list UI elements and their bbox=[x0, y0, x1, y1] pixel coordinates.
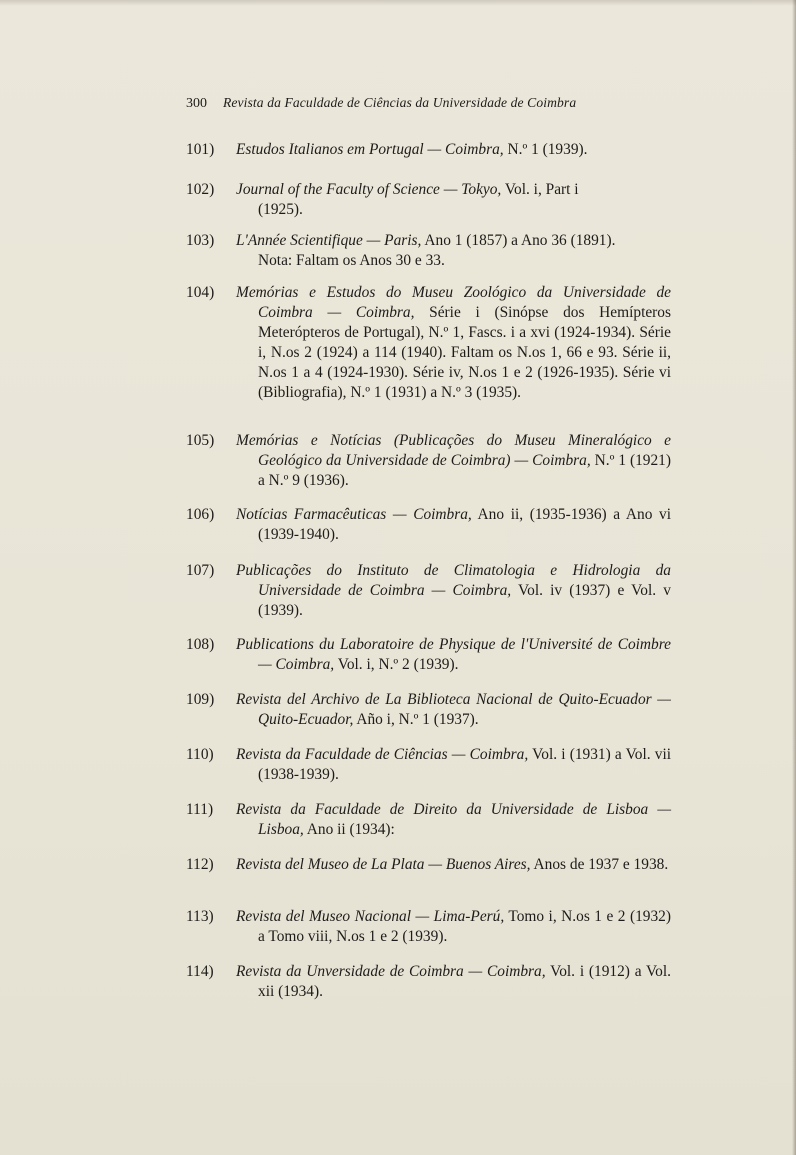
entry-number: 103) bbox=[186, 232, 215, 249]
entry-title: Publications du Laboratoire de Physique de l'Université de Coimbre — Coimbra, bbox=[236, 636, 671, 673]
entry-text bbox=[236, 283, 671, 403]
page-number: 300 bbox=[186, 96, 207, 111]
entry-text bbox=[236, 855, 671, 875]
entry-title: Estudos Italianos em Portugal — Coimbra, bbox=[236, 141, 504, 158]
entry-number: 113) bbox=[186, 908, 214, 925]
entry-text bbox=[236, 431, 671, 491]
entry-number: 114) bbox=[186, 963, 214, 980]
page-right-edge bbox=[792, 0, 796, 1155]
entry-text bbox=[236, 140, 671, 160]
entry-number: 109) bbox=[186, 691, 215, 708]
entry-title: Revista del Museo de La Plata — Buenos Aires, bbox=[236, 856, 531, 873]
entry-title: Revista da Faculdade de Direito da Universidade de Lisboa — Lisboa, bbox=[236, 801, 671, 838]
entry-detail: Vol. i, N.º 2 (1939). bbox=[334, 656, 459, 673]
entry-number: 105) bbox=[186, 432, 215, 449]
entry-number: 110) bbox=[186, 746, 214, 763]
entry-number: 111) bbox=[186, 801, 214, 818]
entry-text bbox=[236, 505, 671, 545]
entry-number: 104) bbox=[186, 284, 215, 301]
entry-detail: N.º 1 (1921) a N.º 9 (1936). bbox=[258, 452, 671, 489]
entry-title: Journal of the Faculty of Science — Tokyo, bbox=[236, 181, 502, 198]
list-item bbox=[186, 855, 671, 875]
list-item bbox=[186, 561, 671, 621]
entry-text bbox=[236, 635, 671, 675]
entry-detail: Vol. i (1912) a Vol. xii (1934). bbox=[258, 963, 671, 1000]
entry-detail: Año i, N.º 1 (1937). bbox=[353, 711, 479, 728]
list-item bbox=[186, 635, 671, 675]
entry-detail: Nota: Faltam os Anos 30 e 33. bbox=[258, 252, 445, 269]
list-item bbox=[186, 907, 671, 947]
entry-title: Revista del Museo Nacional — Lima-Perú, bbox=[236, 908, 505, 925]
entry-number: 108) bbox=[186, 636, 215, 653]
entry-text bbox=[236, 690, 671, 730]
entry-detail: Anos de 1937 e 1938. bbox=[530, 856, 669, 873]
entry-number: 107) bbox=[186, 562, 215, 579]
entry-text bbox=[236, 231, 671, 271]
entry-text bbox=[236, 907, 671, 947]
entry-title: Memórias e Estudos do Museu Zoológico da Universidade de Coimbra — Coimbra, bbox=[236, 284, 671, 321]
list-item bbox=[186, 283, 671, 403]
list-item bbox=[186, 800, 671, 840]
entry-title: Revista del Archivo de La Biblioteca Nacional de Quito-Ecuador — Quito-Ecuador, bbox=[236, 691, 671, 728]
list-item bbox=[186, 140, 671, 160]
entry-detail: N.º 1 (1939). bbox=[503, 141, 588, 158]
entry-number: 106) bbox=[186, 506, 215, 523]
entry-text bbox=[236, 745, 671, 785]
entry-detail: Vol. i (1931) a Vol. vii (1938-1939). bbox=[258, 746, 671, 783]
entry-detail: Vol. iv (1937) e Vol. v (1939). bbox=[258, 582, 671, 619]
entry-detail: (1925). bbox=[258, 201, 303, 218]
entry-text bbox=[236, 561, 671, 621]
entry-title: Memórias e Notícias (Publicações do Museu Mineralógico e Geológico da Universidade de Coimbra) — Coimbra, bbox=[236, 432, 671, 469]
entry-text bbox=[236, 962, 671, 1002]
list-item bbox=[186, 180, 671, 220]
list-item bbox=[186, 745, 671, 785]
page-top-shadow bbox=[0, 0, 796, 6]
list-item bbox=[186, 690, 671, 730]
list-item bbox=[186, 231, 671, 271]
entry-detail: Ano 1 (1857) a Ano 36 (1891). bbox=[421, 232, 616, 249]
entry-detail: Tomo i, N.os 1 e 2 (1932) a Tomo viii, N.os 1 e 2 (1939). bbox=[258, 908, 671, 945]
running-header bbox=[186, 95, 656, 112]
list-item bbox=[186, 431, 671, 491]
entry-detail: Vol. i, Part i bbox=[501, 181, 579, 198]
entry-number: 101) bbox=[186, 141, 215, 158]
entry-detail: Ano ii, (1935-1936) a Ano vi (1939-1940). bbox=[258, 506, 671, 543]
list-item bbox=[186, 505, 671, 545]
entry-detail: Série i (Sinópse dos Hemípteros Meterópteros de Portugal), N.º 1, Fascs. i a xvi (1924-1934). Série i, N.os 2 (1924) a 114 (1940). Faltam os N.os 1, 66 e 93. Série ii, N.os 1 a 4 (1924-1930). Série iv, N.os 1 e 2 (1926-1935). Série vi (Bibliografia), N.º 1 (1931) a N.º 3 (1935). bbox=[258, 304, 671, 401]
entry-number: 112) bbox=[186, 856, 214, 873]
running-title: Revista da Faculdade de Ciências da Universidade de Coimbra bbox=[222, 95, 577, 110]
entry-title: Revista da Faculdade de Ciências — Coimbra, bbox=[236, 746, 529, 763]
entry-title: Publicações do Instituto de Climatologia e Hidrologia da Universidade de Coimbra — Coimbra, bbox=[236, 562, 671, 599]
list-item bbox=[186, 962, 671, 1002]
entry-detail: Ano ii (1934): bbox=[303, 821, 395, 838]
entry-text bbox=[236, 180, 671, 220]
entry-number: 102) bbox=[186, 181, 215, 198]
entry-title: Notícias Farmacêuticas — Coimbra, bbox=[236, 506, 472, 523]
entry-text bbox=[236, 800, 671, 840]
entry-title: L'Année Scientifique — Paris, bbox=[236, 232, 422, 249]
entry-title: Revista da Unversidade de Coimbra — Coimbra, bbox=[236, 963, 546, 980]
